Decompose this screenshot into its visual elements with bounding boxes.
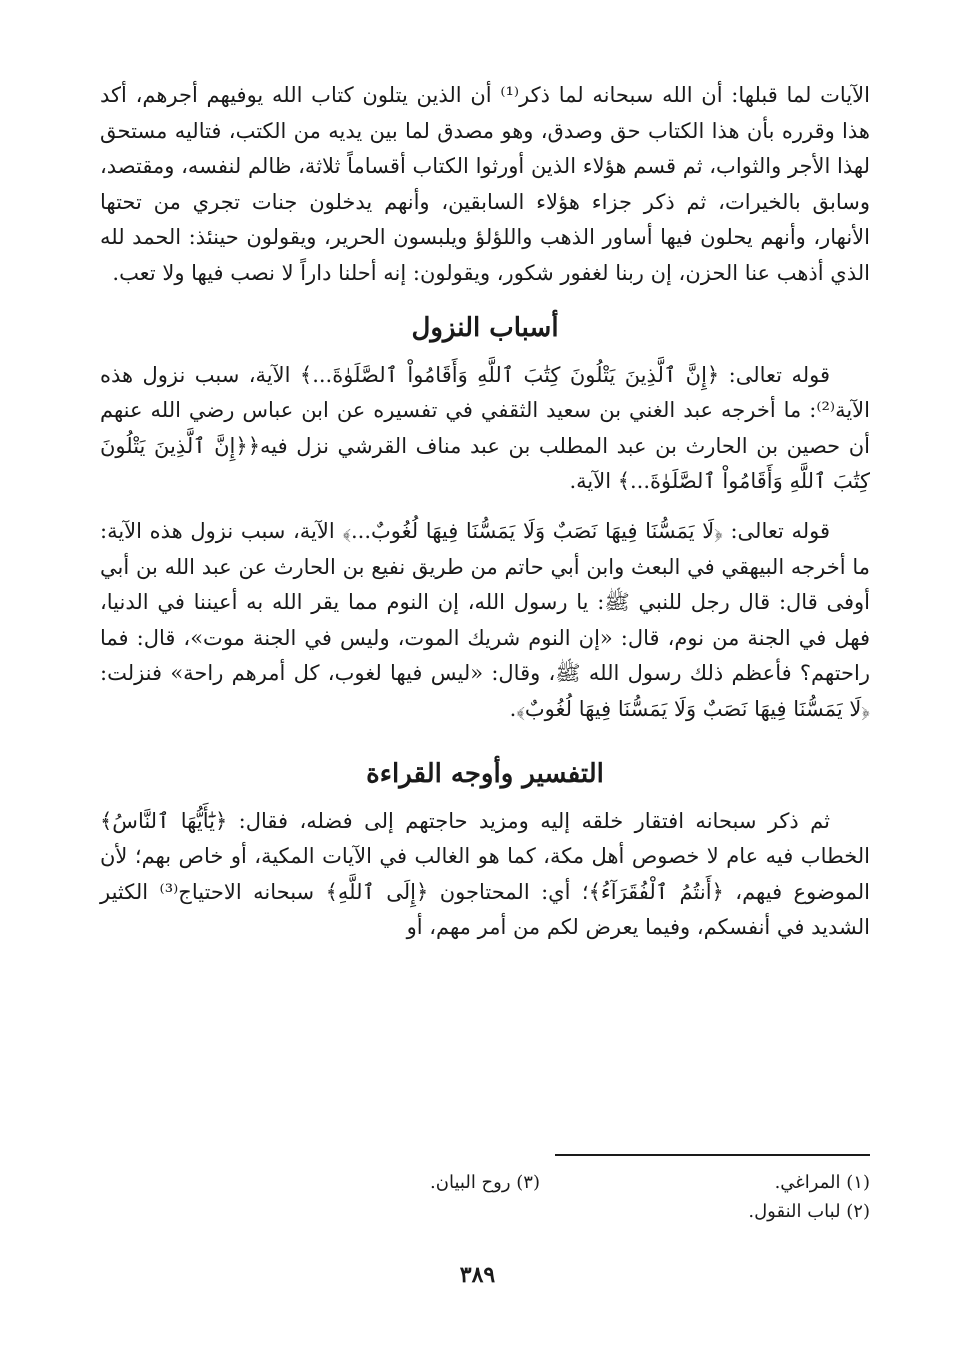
page-number: ٣٨٩ [459, 1262, 496, 1288]
heading-asbab-al-nuzul: أسباب النزول [411, 312, 559, 343]
footnote-2: (٢) لباب النقول. [748, 1201, 870, 1222]
footnote-3: (٣) روح البيان. [430, 1172, 540, 1193]
paragraph-asbab-2: قوله تعالى: ﴿لَا يَمَسُّنَا فِيهَا نَصَبٌ وَلَا يَمَسُّنَا فِيهَا لُغُوبٌ...﴾ الآية، سبب نزول هذه الآية: ما أخرجه البيهقي في البعث وابن أبي حاتم من طريق نفيع بن الحارث عن عبد الله بن أبي أوفى قال: قال رجل للنبي ﷺ: يا رسول الله، إن النوم مما يقر الله به أعيننا في الدنيا، فهل في الجنة من نوم، قال: «إن النوم شريك الموت، وليس في الجنة موت»، قال: فما راحتهم؟ فأعظم ذلك رسول الله ﷺ، وقال: «ليس فيها لغوب، كل أمرهم راحة» فنزلت: ﴿لَا يَمَسُّنَا فِيهَا نَصَبٌ وَلَا يَمَسُّنَا فِيهَا لُغُوبٌ﴾. [100, 518, 870, 721]
page-body [100, 78, 870, 946]
heading-tafsir: التفسير وأوجه القراءة [366, 758, 604, 789]
paragraph-asbab-1: قوله تعالى: ﴿إِنَّ ٱلَّذِينَ يَتْلُونَ كِتَٰبَ ٱللَّهِ وَأَقَامُواْ ٱلصَّلَوٰةَ...﴾ الآية، سبب نزول هذه الآية⁽²⁾: ما أخرجه عبد الغني بن سعيد الثقفي في تفسيره عن ابن عباس رضي الله عنهم أن حصين بن الحارث بن عبد المطلب بن عبد مناف القرشي نزل فيه﴿﴿إِنَّ ٱلَّذِينَ يَتْلُونَ كِتَٰبَ ٱللَّهِ وَأَقَامُواْ ٱلصَّلَوٰةَ...﴾ الآية. [100, 362, 870, 494]
paragraph-intro: الآيات لما قبلها: أن الله سبحانه لما ذكر⁽¹⁾ أن الذين يتلون كتاب الله يوفيهم أجرهم، أكد هذا وقرره بأن هذا الكتاب حق وصدق، وهو مصدق لما بين يديه من الكتب، فتاليه مستحق لهذا الأجر والثواب، ثم قسم هؤلاء الذين أورثوا الكتاب أقساماً ثلاثة، ظالم لنفسه، ومقتصد، وسابق بالخيرات، ثم ذكر جزاء هؤلاء السابقين، وأنهم يدخلون جنات تجري من تحتها الأنهار، وأنهم يحلون فيها أساور الذهب واللؤلؤ ويلبسون الحرير، ويقولون حينئذ: الحمد لله الذي أذهب عنا الحزن، إن ربنا لغفور شكور، ويقولون: إنه أحلنا داراً لا نصب فيها ولا تعب. [100, 83, 870, 285]
paragraph-tafsir: ثم ذكر سبحانه افتقار خلقه إليه ومزيد حاجتهم إلى فضله، فقال: ﴿يَٰٓأَيُّهَا ٱلنَّاسُ﴾ الخطاب فيه عام لا خصوص أهل مكة، كما هو الغالب في الآيات المكية، أو خاص بهم؛ لأن الموضوع فيهم، ﴿أَنتُمُ ٱلْفُقَرَآءُ﴾؛ أي: المحتاجون ﴿إِلَى ٱللَّهِ﴾ سبحانه الاحتياج⁽³⁾ الكثير الشديد في أنفسكم، وفيما يعرض لكم من أمر مهم، أو [100, 808, 870, 940]
footnotes [270, 1168, 870, 1226]
footnote-1: (١) المراغي. [774, 1172, 870, 1193]
footnote-divider [555, 1154, 870, 1156]
